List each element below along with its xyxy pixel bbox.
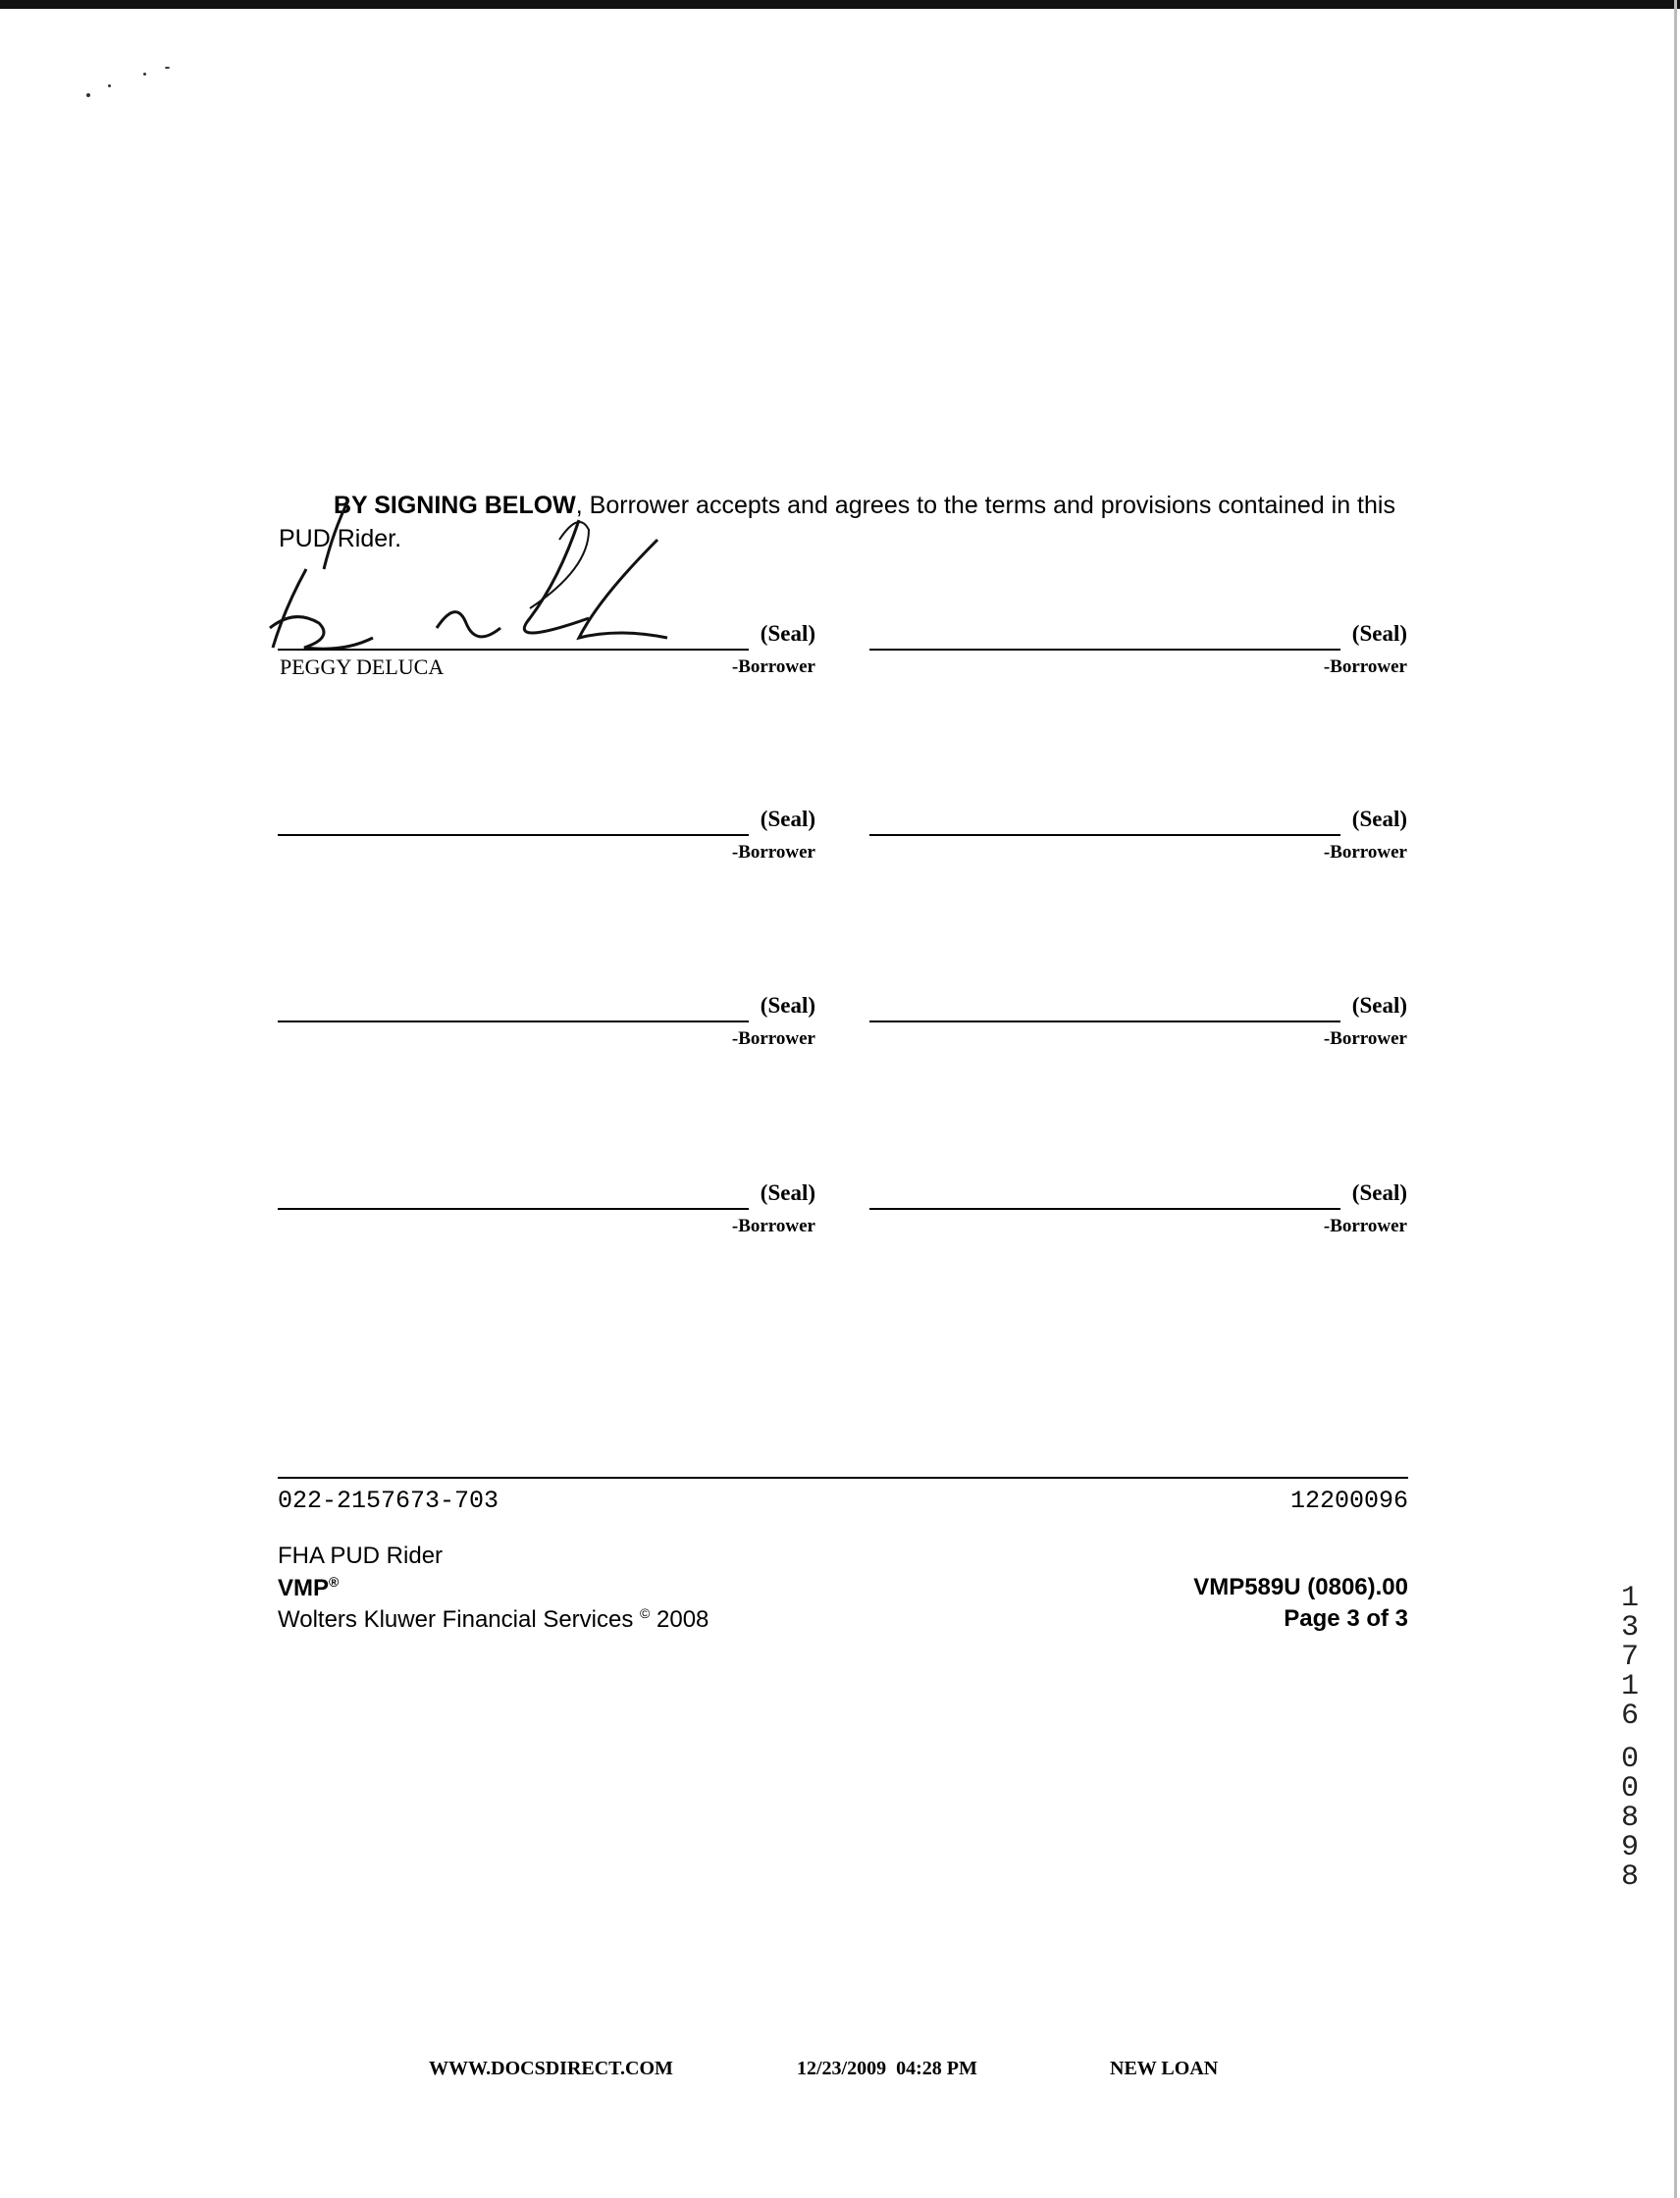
publisher-line xyxy=(278,1605,709,1634)
seal-label: (Seal) xyxy=(760,807,815,831)
form-title: FHA PUD Rider xyxy=(278,1543,444,1569)
registered-mark: ® xyxy=(329,1574,340,1590)
borrower-role-label: -Borrower xyxy=(1323,656,1407,677)
scan-edge-right xyxy=(1674,0,1677,2198)
page-indicator: Page 3 of 3 xyxy=(1284,1605,1408,1632)
borrower-role-label: -Borrower xyxy=(1323,1028,1407,1049)
print-timestamp: 12/23/2009 04:28 PM xyxy=(797,2058,977,2079)
document-number: 12200096 xyxy=(1289,1487,1408,1515)
agreement-text: , Borrower accepts and agrees to the terms and provisions contained in this PUD Rider. xyxy=(279,492,1395,552)
footer-rule xyxy=(278,1477,1408,1479)
loan-status: NEW LOAN xyxy=(1110,2058,1219,2079)
side-stamp-number xyxy=(1617,1584,1643,1892)
signature-block-5 xyxy=(278,993,815,1052)
signature-block-8 xyxy=(869,1180,1407,1239)
seal-label: (Seal) xyxy=(1351,807,1407,831)
stamp-digit: 1 xyxy=(1620,1670,1639,1703)
seal-label: (Seal) xyxy=(1351,993,1407,1018)
stamp-digit: 0 xyxy=(1620,1772,1639,1806)
signature-line xyxy=(869,1208,1340,1210)
borrower-role-label: -Borrower xyxy=(1323,1216,1407,1236)
stamp-digit: 7 xyxy=(1620,1641,1639,1674)
signature-line xyxy=(869,649,1340,651)
publisher-year: 2008 xyxy=(656,1606,709,1633)
borrower-name: PEGGY DELUCA xyxy=(280,654,445,679)
borrower-role-label: -Borrower xyxy=(731,1216,815,1236)
signature-block-6 xyxy=(869,993,1407,1052)
stamp-digit: 1 xyxy=(1620,1582,1639,1615)
borrower-role-label: -Borrower xyxy=(731,1028,815,1049)
scan-speckle xyxy=(165,67,170,69)
form-code: VMP589U (0806).00 xyxy=(1193,1574,1408,1600)
seal-label: (Seal) xyxy=(760,1180,815,1205)
brand-name: VMP xyxy=(278,1575,330,1601)
signature-block-4 xyxy=(869,807,1407,865)
signature-line xyxy=(278,649,749,651)
stamp-digit: 8 xyxy=(1620,1860,1639,1894)
borrower-role-label: -Borrower xyxy=(731,656,815,677)
borrower-role-label: -Borrower xyxy=(731,842,815,863)
signature-line xyxy=(278,1208,749,1210)
agreement-lead: BY SIGNING BELOW xyxy=(334,492,576,519)
signature-block-7 xyxy=(278,1180,815,1239)
signature-line xyxy=(869,1020,1340,1022)
copyright-mark: © xyxy=(640,1605,651,1621)
signature-line xyxy=(278,1020,749,1022)
seal-label: (Seal) xyxy=(1351,621,1407,646)
seal-label: (Seal) xyxy=(1351,1180,1407,1205)
scan-speckle xyxy=(108,84,111,87)
scan-edge-top xyxy=(0,0,1680,9)
stamp-digit: 8 xyxy=(1620,1802,1639,1835)
signature-line xyxy=(278,834,749,836)
stamp-digit: 9 xyxy=(1620,1831,1639,1864)
stamp-digit: 6 xyxy=(1620,1700,1639,1733)
docsdirect-website: WWW.DOCSDIRECT.COM xyxy=(429,2058,673,2079)
seal-label: (Seal) xyxy=(760,621,815,646)
loan-number: 022-2157673-703 xyxy=(278,1487,499,1515)
scan-speckle xyxy=(86,93,90,97)
signature-block-3 xyxy=(278,807,815,865)
seal-label: (Seal) xyxy=(760,993,815,1018)
signature-block-1 xyxy=(278,621,815,680)
stamp-digit: 3 xyxy=(1620,1611,1639,1645)
publisher-name: Wolters Kluwer Financial Services xyxy=(278,1606,634,1633)
borrower-role-label: -Borrower xyxy=(1323,842,1407,863)
scan-speckle xyxy=(143,73,146,76)
signature-line xyxy=(869,834,1340,836)
stamp-digit: 0 xyxy=(1620,1743,1639,1776)
brand-line xyxy=(278,1574,339,1602)
signature-block-2 xyxy=(869,621,1407,680)
